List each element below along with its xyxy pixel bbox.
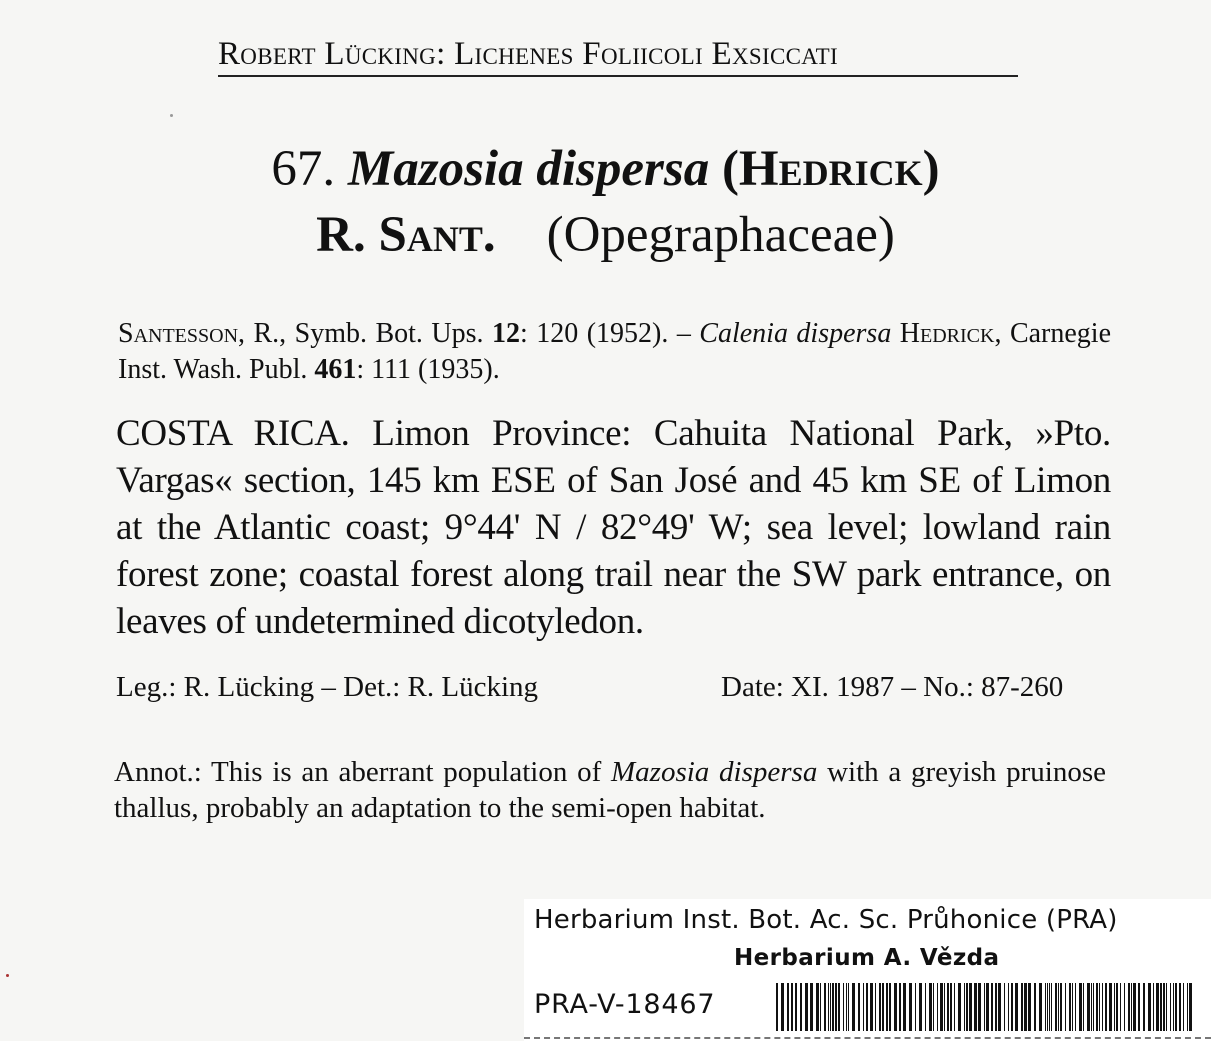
barcode-bar — [1087, 983, 1090, 1031]
barcode-bar — [879, 983, 881, 1031]
collector-determiner: Leg.: R. Lücking – Det.: R. Lücking — [116, 671, 539, 703]
barcode-bar — [1124, 983, 1125, 1031]
barcode-bar — [776, 983, 778, 1031]
barcode-bar — [863, 983, 864, 1031]
barcode-bar — [828, 983, 829, 1031]
barcode-bar — [875, 983, 876, 1031]
barcode-bar — [889, 983, 891, 1031]
barcode-bar — [1075, 983, 1076, 1031]
barcode-bar — [1133, 983, 1136, 1031]
barcode-bar — [984, 983, 985, 1031]
barcode-bar — [832, 983, 834, 1031]
herbarium-collection: Herbarium A. Vězda — [734, 945, 1000, 971]
barcode-bar — [810, 983, 813, 1031]
barcode-bar — [816, 983, 819, 1031]
annotation-suffix: with a greyish pruinose thallus, probably an adaptation to the semi-open habitat. — [114, 756, 1106, 824]
barcode-bar — [1116, 983, 1118, 1031]
locality-description: COSTA RICA. Limon Province: Cahuita National Park, »Pto. Vargas« section, 145 km ESE of San José and 45 km SE of Limon at the Atlantic coast; 9°44' N / 82°49' W; sea level; lowland rain forest zone; coastal forest along trail near the SW park entrance, on leaves of undetermined dicotyledon. — [116, 413, 1111, 642]
synonym-name: Calenia dispersa — [699, 318, 892, 349]
barcode-bar — [1160, 983, 1162, 1031]
paper-speck — [170, 114, 173, 117]
barcode-bar — [947, 983, 949, 1031]
barcode-bar — [1187, 983, 1188, 1031]
barcode-bar — [909, 983, 912, 1031]
barcode-bar — [795, 983, 797, 1031]
barcode-bar — [1153, 983, 1154, 1031]
barcode-bar — [958, 983, 961, 1031]
barcode-bar — [824, 983, 826, 1031]
barcode-bar — [937, 983, 938, 1031]
barcode-bar — [925, 983, 926, 1031]
barcode-bar — [1045, 983, 1046, 1031]
barcode-bar — [1093, 983, 1094, 1031]
exsiccata-number: 67. — [271, 141, 336, 197]
barcode-bar — [969, 983, 972, 1031]
barcode-bar — [919, 983, 922, 1031]
barcode-bar — [933, 983, 934, 1031]
barcode-bar — [1163, 983, 1165, 1031]
date-number: Date: XI. 1987 – No.: 87-260 — [721, 671, 1064, 703]
barcode-bar — [995, 983, 997, 1031]
taxon-author: R. Sant. — [316, 207, 496, 263]
barcode-bar — [1008, 983, 1009, 1031]
reference-volume-1: 12 — [491, 318, 520, 349]
barcode-bar — [944, 983, 945, 1031]
barcode-bar — [1072, 983, 1073, 1031]
barcode-bar — [781, 983, 784, 1031]
barcode-bar — [940, 983, 943, 1031]
barcode-bar — [1175, 983, 1177, 1031]
reference-author-2: Hedrick — [899, 318, 995, 349]
reference-text-2a: , Carnegie Inst. Wash. Publ. — [118, 318, 1111, 385]
herbarium-institution: Herbarium Inst. Bot. Ac. Sc. Průhonice (PRA) — [534, 905, 1118, 935]
barcode-icon — [776, 983, 1194, 1031]
paper-speck — [6, 974, 9, 977]
barcode-bar — [846, 983, 847, 1031]
barcode-bar — [791, 983, 793, 1031]
barcode-bar — [866, 983, 868, 1031]
barcode-bar — [1015, 983, 1018, 1031]
specimen-title — [0, 136, 1211, 268]
barcode-bar — [1079, 983, 1082, 1031]
barcode-bar — [820, 983, 821, 1031]
annotation-taxon: Mazosia dispersa — [611, 756, 818, 788]
barcode-bar — [899, 983, 901, 1031]
barcode-bar — [974, 983, 977, 1031]
barcode-bar — [1138, 983, 1140, 1031]
barcode-bar — [1156, 983, 1159, 1031]
reference-text-2b: : 111 (1935). — [356, 354, 500, 385]
barcode-bar — [903, 983, 906, 1031]
annotation-prefix: Annot.: This is an aberrant population of — [114, 756, 611, 788]
barcode-bar — [1051, 983, 1052, 1031]
barcode-bar — [998, 983, 1001, 1031]
barcode-bar — [1034, 983, 1036, 1031]
barcode-bar — [929, 983, 932, 1031]
catalog-number: PRA-V-18467 — [534, 989, 716, 1020]
barcode-bar — [1058, 983, 1059, 1031]
herbarium-sticker — [524, 899, 1211, 1041]
barcode-bar — [1148, 983, 1151, 1031]
barcode-bar — [1099, 983, 1100, 1031]
barcode-bar — [787, 983, 789, 1031]
barcode-bar — [894, 983, 897, 1031]
barcode-bar — [1143, 983, 1145, 1031]
barcode-bar — [1069, 983, 1071, 1031]
title-line-1 — [0, 136, 1211, 202]
reference-volume-2: 461 — [314, 354, 357, 385]
barcode-bar — [1183, 983, 1184, 1031]
barcode-bar — [1105, 983, 1107, 1031]
barcode-bar — [1189, 983, 1192, 1031]
series-header: Robert Lücking: Lichenes Foliicoli Exsiccati — [218, 34, 1018, 77]
barcode-bar — [1004, 983, 1005, 1031]
barcode-bar — [830, 983, 831, 1031]
barcode-bar — [1173, 983, 1174, 1031]
reference-text-1a: , R., Symb. Bot. Ups. — [238, 318, 492, 349]
barcode-bar — [835, 983, 837, 1031]
barcode-bar — [1049, 983, 1050, 1031]
reference-text-1b: : 120 (1952). – — [519, 318, 700, 349]
barcode-bar — [1011, 983, 1013, 1031]
barcode-bar — [986, 983, 989, 1031]
reference-author-1: Santesson — [118, 318, 239, 349]
barcode-bar — [1083, 983, 1084, 1031]
barcode-bar — [1024, 983, 1027, 1031]
taxon-basionym-author: (Hedrick) — [721, 141, 940, 197]
barcode-bar — [1028, 983, 1031, 1031]
barcode-bar — [1096, 983, 1098, 1031]
barcode-bar — [1114, 983, 1115, 1031]
barcode-bar — [915, 983, 916, 1031]
barcode-bar — [964, 983, 965, 1031]
barcode-bar — [882, 983, 884, 1031]
annotation — [114, 754, 1106, 826]
barcode-bar — [1128, 983, 1130, 1031]
barcode-bar — [1102, 983, 1103, 1031]
barcode-bar — [1047, 983, 1048, 1031]
barcode-bar — [1039, 983, 1042, 1031]
barcode-bar — [838, 983, 840, 1031]
barcode-bar — [1091, 983, 1092, 1031]
barcode-bar — [1109, 983, 1112, 1031]
barcode-bar — [1170, 983, 1171, 1031]
barcode-bar — [991, 983, 993, 1031]
barcode-bar — [1131, 983, 1132, 1031]
barcode-bar — [870, 983, 873, 1031]
title-line-2 — [0, 202, 1211, 268]
barcode-bar — [950, 983, 952, 1031]
collection-info — [116, 668, 1106, 706]
barcode-bar — [1166, 983, 1167, 1031]
taxon-name: Mazosia dispersa — [347, 141, 710, 197]
barcode-bar — [843, 983, 844, 1031]
barcode-bar — [858, 983, 860, 1031]
barcode-bar — [848, 983, 849, 1031]
literature-references — [118, 316, 1111, 388]
cut-line — [524, 1037, 1211, 1039]
barcode-bar — [805, 983, 808, 1031]
barcode-bar — [1060, 983, 1062, 1031]
barcode-bar — [1055, 983, 1057, 1031]
barcode-bar — [1021, 983, 1023, 1031]
barcode-bar — [978, 983, 981, 1031]
family-name: (Opegraphaceae) — [546, 207, 895, 263]
barcode-bar — [1120, 983, 1121, 1031]
barcode-bar — [954, 983, 955, 1031]
barcode-bar — [1065, 983, 1066, 1031]
barcode-bar — [966, 983, 968, 1031]
barcode-bar — [852, 983, 855, 1031]
barcode-bar — [886, 983, 888, 1031]
barcode-bar — [800, 983, 802, 1031]
barcode-bar — [1179, 983, 1181, 1031]
